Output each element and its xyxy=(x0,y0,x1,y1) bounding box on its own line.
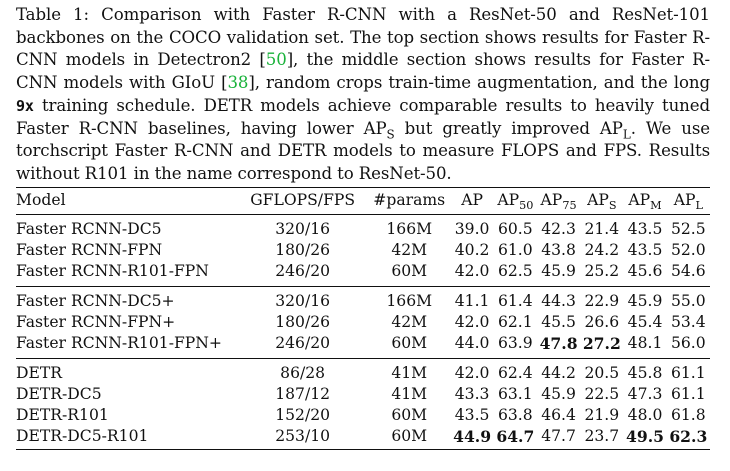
cell-apl-best: 62.3 xyxy=(669,427,708,446)
section-detectron2 xyxy=(16,215,710,287)
cell-model: Faster RCNN-DC5 xyxy=(16,220,162,238)
cell-aps-best: 27.2 xyxy=(582,334,621,353)
cell-ap50: 63.9 xyxy=(497,334,533,352)
cell-model: DETR-DC5-R101 xyxy=(16,427,149,445)
cell-params: 42M xyxy=(391,241,428,259)
header-row xyxy=(16,188,710,215)
table-header xyxy=(16,188,710,215)
cell-apl: 52.5 xyxy=(670,220,706,238)
cell-aps: 24.2 xyxy=(584,241,620,259)
cell-ap: 42.0 xyxy=(454,313,490,331)
cell-aps: 20.5 xyxy=(584,364,620,382)
cell-aps: 22.5 xyxy=(584,385,620,403)
table-row xyxy=(16,426,710,450)
cell-ap50: 63.8 xyxy=(497,406,533,424)
cell-gflops-fps: 253/10 xyxy=(275,427,331,445)
cell-ap75: 47.7 xyxy=(541,427,576,445)
cell-apl: 61.8 xyxy=(670,406,706,424)
ap-s-subscript: S xyxy=(386,126,395,141)
cell-ap50: 62.1 xyxy=(497,313,533,331)
cell-apm: 45.6 xyxy=(627,262,663,280)
caption-text: . We use torchscript Faster R-CNN and DETR models to measure FLOPS and FPS. Results without R101 in the name correspond to ResNet-50. xyxy=(16,118,710,183)
cell-gflops-fps: 180/26 xyxy=(275,313,331,331)
header-apm xyxy=(623,188,666,215)
cell-ap: 40.2 xyxy=(454,241,490,259)
cell-aps: 21.9 xyxy=(584,406,620,424)
cell-model: Faster RCNN-R101-FPN xyxy=(16,262,209,280)
cell-gflops-fps: 152/20 xyxy=(275,406,331,424)
cell-ap75: 42.3 xyxy=(541,220,576,238)
cell-apm-best: 49.5 xyxy=(626,427,665,446)
cell-model: DETR-DC5 xyxy=(16,385,102,403)
cell-ap50: 60.5 xyxy=(497,220,533,238)
results-table xyxy=(16,187,710,450)
header-aps xyxy=(580,188,623,215)
cell-gflops-fps: 187/12 xyxy=(275,385,331,403)
header-aps-sub: S xyxy=(608,199,617,213)
table-row xyxy=(16,333,710,359)
header-apm-label: AP xyxy=(628,191,651,209)
cell-params: 166M xyxy=(386,220,433,238)
cell-apm: 45.8 xyxy=(627,364,663,382)
header-ap75-sub: 75 xyxy=(562,199,577,213)
header-ap50-sub: 50 xyxy=(519,199,534,213)
section-detr xyxy=(16,359,710,450)
cell-apl: 61.1 xyxy=(670,385,706,403)
cell-ap75: 44.2 xyxy=(541,364,576,382)
header-apl-label: AP xyxy=(673,191,696,209)
table-row xyxy=(16,405,710,426)
header-aps-label: AP xyxy=(587,191,609,209)
cell-aps: 23.7 xyxy=(584,427,620,445)
cell-apl: 61.1 xyxy=(670,364,706,382)
header-ap75 xyxy=(537,188,580,215)
table-row xyxy=(16,215,710,241)
cell-ap50-best: 64.7 xyxy=(496,427,535,446)
cell-aps: 25.2 xyxy=(584,262,620,280)
cell-aps: 22.9 xyxy=(584,292,620,310)
ap-l-subscript: L xyxy=(622,126,631,141)
cell-apm: 43.5 xyxy=(627,241,663,259)
cell-ap75: 45.9 xyxy=(541,262,576,280)
header-apm-sub: M xyxy=(650,199,662,213)
header-apl xyxy=(667,188,710,215)
cell-apl: 55.0 xyxy=(670,292,706,310)
section-giou-tuned xyxy=(16,287,710,359)
cell-ap50: 62.5 xyxy=(497,262,533,280)
cell-gflops-fps: 86/28 xyxy=(280,364,326,382)
cell-params: 60M xyxy=(391,427,428,445)
citation-link-38[interactable]: 38 xyxy=(227,73,249,93)
cell-aps: 26.6 xyxy=(584,313,620,331)
header-gflops-fps: GFLOPS/FPS xyxy=(250,191,356,209)
cell-apm: 48.0 xyxy=(627,406,663,424)
cell-params: 60M xyxy=(391,262,428,280)
cell-gflops-fps: 320/16 xyxy=(275,220,331,238)
cell-model: Faster RCNN-DC5+ xyxy=(16,292,175,310)
cell-apl: 52.0 xyxy=(670,241,706,259)
cell-model: Faster RCNN-FPN xyxy=(16,241,163,259)
cell-model: DETR-R101 xyxy=(16,406,109,424)
cell-ap75: 43.8 xyxy=(541,241,576,259)
results-table-container xyxy=(16,187,710,450)
cell-params: 41M xyxy=(391,385,428,403)
cell-params: 60M xyxy=(391,406,428,424)
citation-link-50[interactable]: 50 xyxy=(265,50,287,70)
cell-ap50: 61.0 xyxy=(497,241,533,259)
cell-ap75: 44.3 xyxy=(541,292,576,310)
header-ap75-label: AP xyxy=(540,191,563,209)
cell-apl: 56.0 xyxy=(670,334,706,352)
table-row xyxy=(16,384,710,405)
cell-apm: 43.5 xyxy=(627,220,663,238)
cell-ap: 43.3 xyxy=(454,385,490,403)
cell-ap-best: 44.9 xyxy=(453,427,492,446)
header-ap50-label: AP xyxy=(497,191,520,209)
cell-ap: 39.0 xyxy=(454,220,490,238)
cell-gflops-fps: 320/16 xyxy=(275,292,331,310)
cell-ap50: 61.4 xyxy=(497,292,533,310)
cell-params: 41M xyxy=(391,364,428,382)
cell-gflops-fps: 180/26 xyxy=(275,241,331,259)
cell-ap: 43.5 xyxy=(454,406,490,424)
cell-params: 60M xyxy=(391,334,428,352)
cell-model: Faster RCNN-R101-FPN+ xyxy=(16,334,222,352)
table-row xyxy=(16,240,710,261)
caption-text: but greatly improved AP xyxy=(394,118,623,138)
cell-params: 166M xyxy=(386,292,433,310)
cell-apl: 54.6 xyxy=(670,262,706,280)
cell-model: Faster RCNN-FPN+ xyxy=(16,313,176,331)
header-ap: AP xyxy=(461,191,483,209)
cell-model: DETR xyxy=(16,364,63,382)
header-model: Model xyxy=(16,191,66,209)
cell-ap50: 63.1 xyxy=(497,385,533,403)
table-row xyxy=(16,359,710,385)
cell-ap: 42.0 xyxy=(454,262,490,280)
cell-ap: 41.1 xyxy=(454,292,490,310)
cell-params: 42M xyxy=(391,313,428,331)
cell-apm: 48.1 xyxy=(627,334,663,352)
cell-aps: 21.4 xyxy=(584,220,620,238)
header-apl-sub: L xyxy=(695,199,703,213)
cell-ap: 44.0 xyxy=(454,334,490,352)
schedule-code: 9x xyxy=(16,96,34,115)
cell-ap50: 62.4 xyxy=(497,364,533,382)
caption-lead: Table 1: Comparison with Faster R-CNN with a ResNet-50 and ResNet-101 backbones on the COCO validation set. The top section shows results for Faster R-CNN models in Detectron2 [ xyxy=(16,5,710,70)
cell-apm: 47.3 xyxy=(627,385,663,403)
cell-apl: 53.4 xyxy=(670,313,706,331)
cell-ap75-best: 47.8 xyxy=(539,334,578,353)
table-row xyxy=(16,312,710,333)
caption-text: ], random crops train-time augmentation, and the long xyxy=(248,73,710,93)
cell-apm: 45.9 xyxy=(627,292,663,310)
header-ap50 xyxy=(494,188,537,215)
cell-apm: 45.4 xyxy=(627,313,663,331)
header-params: #params xyxy=(373,191,446,209)
table-row xyxy=(16,287,710,313)
caption-text: ], the middle section shows results for Faster R-CNN models with GIoU [ xyxy=(16,50,710,93)
cell-ap: 42.0 xyxy=(454,364,490,382)
cell-gflops-fps: 246/20 xyxy=(275,334,331,352)
table-row xyxy=(16,261,710,287)
cell-ap75: 45.5 xyxy=(541,313,576,331)
cell-gflops-fps: 246/20 xyxy=(275,262,331,280)
cell-ap75: 45.9 xyxy=(541,385,576,403)
caption-text: training schedule. DETR models achieve comparable results to heavily tuned Faster R-CNN baselines, having lower AP xyxy=(16,95,710,138)
cell-ap75: 46.4 xyxy=(541,406,576,424)
table-caption xyxy=(16,4,710,186)
